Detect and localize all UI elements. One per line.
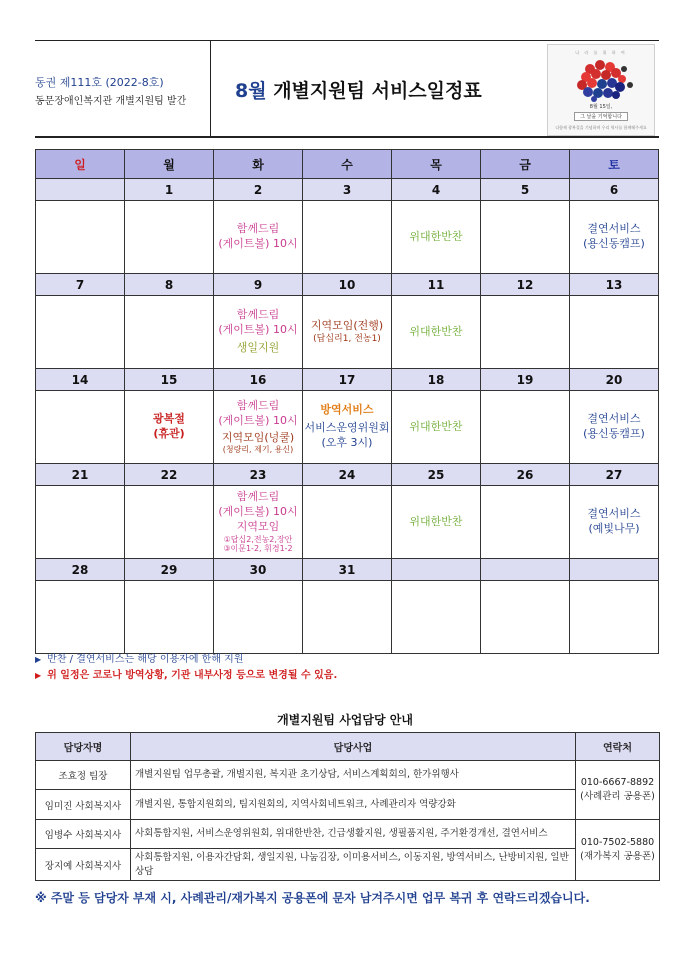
column-header: 담당사업 — [131, 733, 576, 761]
staff-name: 장지예 사회복지사 — [36, 849, 131, 881]
event-line: 결연서비스 — [587, 507, 641, 521]
week-5-dates — [36, 559, 659, 581]
staff-row — [36, 761, 660, 790]
week-1-dates — [36, 179, 659, 201]
poster-caption: 다함께 광복절을 기념하며 우리 역사를 함께해주세요 — [555, 125, 647, 130]
event-line: 지역모임(넝쿨) — [221, 430, 295, 444]
date-cell: 18 — [392, 369, 481, 391]
contact-label: (재가복지 공용폰) — [580, 851, 655, 862]
weekday-sat: 토 — [570, 150, 659, 179]
date-cell: 19 — [481, 369, 570, 391]
event-cell — [36, 201, 125, 274]
date-cell: 31 — [303, 559, 392, 581]
staff-contact — [576, 820, 660, 881]
event-cell — [570, 486, 659, 559]
title-month: 8월 — [235, 80, 267, 102]
staff-name: 임미진 사회복지사 — [36, 790, 131, 820]
event-cell — [570, 201, 659, 274]
contact-phone: 010-7502-5880 — [580, 836, 655, 848]
event-cell — [392, 391, 481, 464]
event-cell — [570, 581, 659, 654]
weekday-sun: 일 — [36, 150, 125, 179]
event-cell — [303, 581, 392, 654]
note-line — [35, 650, 337, 666]
date-cell: 10 — [303, 274, 392, 296]
date-cell — [36, 179, 125, 201]
date-cell: 29 — [125, 559, 214, 581]
event-line: 위대한반찬 — [409, 229, 463, 243]
event-line: (게이트볼) 10시 — [218, 413, 298, 427]
event-cell — [570, 296, 659, 369]
date-cell — [481, 559, 570, 581]
date-cell: 25 — [392, 464, 481, 486]
event-cell — [214, 486, 303, 559]
staff-header-row — [36, 733, 660, 761]
event-cell — [481, 296, 570, 369]
date-cell: 23 — [214, 464, 303, 486]
event-line: 결연서비스 — [587, 222, 641, 236]
event-cell — [36, 486, 125, 559]
staff-name: 조효정 팀장 — [36, 761, 131, 790]
page-title — [235, 76, 482, 103]
week-2-dates — [36, 274, 659, 296]
weekday-wed: 수 — [303, 150, 392, 179]
staff-name: 임병수 사회복지사 — [36, 820, 131, 849]
date-cell: 15 — [125, 369, 214, 391]
week-3-dates — [36, 369, 659, 391]
contact-label: (사례관리 공용폰) — [580, 791, 655, 802]
staff-section-title: 개별지원팀 사업담당 안내 — [277, 713, 413, 727]
weekday-header-row — [36, 150, 659, 179]
date-cell: 16 — [214, 369, 303, 391]
triangle-bullet-icon: ▶ — [35, 655, 42, 664]
week-4-dates — [36, 464, 659, 486]
contact-phone: 010-6667-8892 — [580, 776, 655, 788]
weekday-mon: 월 — [125, 150, 214, 179]
staff-duty: 개별지원, 통합지원회의, 팀지원회의, 지역사회네트워크, 사례관리자 역량강화 — [131, 790, 576, 820]
event-line: 생일지원 — [236, 340, 280, 354]
date-cell: 4 — [392, 179, 481, 201]
event-cell — [214, 201, 303, 274]
event-line: ①답십2,전농2,장안 — [223, 534, 293, 544]
event-line: (게이트볼) 10시 — [218, 504, 298, 518]
event-cell — [303, 391, 392, 464]
date-cell: 3 — [303, 179, 392, 201]
event-line: (청량리, 제기, 용신) — [222, 445, 294, 455]
date-cell: 13 — [570, 274, 659, 296]
event-cell — [303, 486, 392, 559]
event-line: 위대한반찬 — [409, 514, 463, 528]
event-line: (게이트볼) 10시 — [218, 237, 298, 250]
weekday-tue: 화 — [214, 150, 303, 179]
event-line: 지역모임(전행) — [310, 318, 384, 332]
date-cell: 27 — [570, 464, 659, 486]
staff-row — [36, 820, 660, 849]
date-cell: 20 — [570, 369, 659, 391]
staff-duty: 사회통합지원, 이용자간담회, 생일지원, 나눔김장, 이미용서비스, 이동지원, 방역서비스, 난방비지원, 일반상담 — [131, 849, 576, 881]
event-cell — [36, 391, 125, 464]
note-line — [35, 666, 337, 682]
date-cell: 12 — [481, 274, 570, 296]
date-cell: 26 — [481, 464, 570, 486]
event-line: (휴관) — [153, 427, 185, 440]
event-line: 방역서비스 — [320, 403, 374, 417]
date-cell: 5 — [481, 179, 570, 201]
header-divider — [210, 41, 211, 136]
event-line: 광복절 — [153, 412, 185, 426]
date-cell — [570, 559, 659, 581]
event-line: 함께드림 — [236, 398, 280, 412]
event-cell — [214, 296, 303, 369]
issue-number: 동권 제111호 (2022-8호) — [35, 76, 164, 89]
schedule-calendar — [35, 149, 659, 654]
date-cell: 7 — [36, 274, 125, 296]
event-cell — [125, 391, 214, 464]
event-cell — [392, 486, 481, 559]
poster-slogan: 그 날을 기억합니다 — [574, 112, 628, 121]
date-cell: 30 — [214, 559, 303, 581]
event-line: (용신동캠프) — [583, 427, 645, 440]
date-cell: 1 — [125, 179, 214, 201]
event-line: (게이트볼) 10시 — [218, 323, 298, 337]
date-cell: 8 — [125, 274, 214, 296]
event-cell — [125, 486, 214, 559]
week-2-events — [36, 296, 659, 369]
event-cell — [36, 581, 125, 654]
event-line: 서비스운영위원회 — [304, 421, 390, 435]
event-line: (오후 3시) — [321, 435, 373, 449]
event-cell — [481, 391, 570, 464]
date-cell — [392, 559, 481, 581]
triangle-bullet-icon: ▶ — [35, 671, 42, 680]
date-cell: 22 — [125, 464, 214, 486]
title-text: 개별지원팀 서비스일정표 — [273, 80, 482, 102]
date-cell: 24 — [303, 464, 392, 486]
event-cell — [481, 581, 570, 654]
publisher: 동문장애인복지관 개별지원팀 발간 — [35, 96, 187, 107]
note-text: 반찬 / 결연서비스는 해당 이용자에 한해 지원 — [47, 654, 244, 665]
event-line: 함께드림 — [236, 490, 280, 504]
date-cell: 9 — [214, 274, 303, 296]
weekday-fri: 금 — [481, 150, 570, 179]
event-cell — [570, 391, 659, 464]
event-line: 결연서비스 — [587, 412, 641, 426]
column-header: 연락처 — [576, 733, 660, 761]
event-line: 위대한반찬 — [409, 419, 463, 433]
staff-table — [35, 732, 660, 881]
newsletter-header — [35, 40, 659, 138]
weekday-thu: 목 — [392, 150, 481, 179]
poster-top-text: 나 라 를 위 하 여 — [575, 50, 627, 55]
event-cell — [125, 296, 214, 369]
event-cell — [125, 201, 214, 274]
event-line: 함께드림 — [236, 308, 280, 322]
date-cell: 6 — [570, 179, 659, 201]
column-header: 담당자명 — [36, 733, 131, 761]
event-cell — [125, 581, 214, 654]
staff-row — [36, 790, 660, 820]
event-line: 함께드림 — [236, 222, 280, 236]
event-cell — [481, 201, 570, 274]
staff-row — [36, 849, 660, 881]
event-cell — [303, 201, 392, 274]
date-cell: 2 — [214, 179, 303, 201]
date-cell: 17 — [303, 369, 392, 391]
event-cell — [392, 296, 481, 369]
week-4-events — [36, 486, 659, 559]
note-text: 위 일정은 코로나 방역상황, 기관 내부사정 등으로 변경될 수 있음. — [47, 670, 338, 681]
week-3-events — [36, 391, 659, 464]
staff-duty: 사회통합지원, 서비스운영위원회, 위대한반찬, 긴급생활지원, 생필품지원, 주거환경개선, 결연서비스 — [131, 820, 576, 849]
event-line: (용신동캠프) — [583, 237, 645, 250]
event-line: (예빛나무) — [588, 522, 640, 535]
event-cell — [36, 296, 125, 369]
event-cell — [303, 296, 392, 369]
schedule-notes — [35, 650, 337, 682]
event-line: 지역모임 — [236, 519, 280, 533]
footer-notice: ※ 주말 등 담당자 부재 시, 사례관리/재가복지 공용폰에 문자 남겨주시면 업무 복귀 후 연락드리겠습니다. — [35, 891, 590, 905]
date-cell: 21 — [36, 464, 125, 486]
event-cell — [481, 486, 570, 559]
liberation-day-poster — [547, 44, 655, 136]
week-5-events — [36, 581, 659, 654]
event-line: ③이문1-2, 휘경1-2 — [223, 544, 293, 554]
event-line: 위대한반찬 — [409, 324, 463, 338]
taegeuk-icon — [560, 57, 644, 103]
event-cell — [214, 391, 303, 464]
week-1-events — [36, 201, 659, 274]
poster-date: 8월 15일, — [589, 104, 613, 110]
event-cell — [392, 581, 481, 654]
staff-duty: 개별지원팀 업무총괄, 개별지원, 복지관 초기상담, 서비스계획회의, 한가위행사 — [131, 761, 576, 790]
event-line: (답십리1, 전농1) — [313, 333, 381, 344]
date-cell: 28 — [36, 559, 125, 581]
date-cell: 11 — [392, 274, 481, 296]
date-cell: 14 — [36, 369, 125, 391]
staff-contact — [576, 761, 660, 820]
event-cell — [392, 201, 481, 274]
event-cell — [214, 581, 303, 654]
